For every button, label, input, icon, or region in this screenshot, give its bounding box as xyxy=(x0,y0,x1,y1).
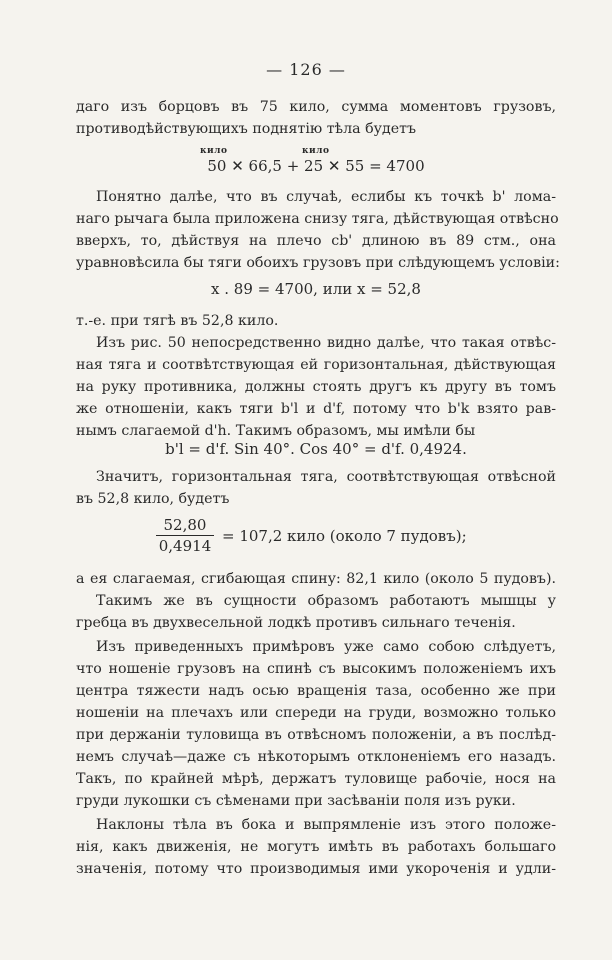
fraction-denominator: 0,4914 xyxy=(158,537,212,555)
formula-balance: x . 89 = 4700, или x = 52,8 xyxy=(211,280,421,298)
text-line: немъ случаѣ—даже съ нѣкоторымъ отклоненіемъ его назадъ. xyxy=(76,749,556,765)
kilo-label: кило xyxy=(200,146,228,156)
text-line: вверхъ, то, дѣйствуя на плечо cb' длиною въ 89 стм., она xyxy=(76,233,556,249)
text-line: Изъ приведенныхъ примѣровъ уже само собою слѣдуетъ, xyxy=(96,639,556,655)
text-line: гребца въ двухвесельной лодкѣ противъ сильнаго теченія. xyxy=(76,615,516,631)
text-line: Такъ, по крайней мѣрѣ, держатъ туловище рабочіе, нося на xyxy=(76,771,556,787)
text-line: центра тяжести надъ осью вращенія таза, особенно же при xyxy=(76,683,556,699)
text-line: нія, какъ движенія, не могутъ имѣть въ работахъ большаго xyxy=(76,839,556,855)
page-number: — 126 — xyxy=(266,60,346,79)
text-line: же отношеніи, какъ тяги b'l и d'f, потому что b'k взято рав- xyxy=(76,401,556,417)
text-line: уравновѣсила бы тяги обоихъ грузовъ при слѣдующемъ условіи: xyxy=(76,255,560,271)
text-line: въ 52,8 кило, будетъ xyxy=(76,491,230,507)
text-line: ная тяга и соотвѣтствующая ей горизонтальная, дѣйствующая xyxy=(76,357,556,373)
fraction-bar xyxy=(156,535,214,536)
text-line: Такимъ же въ сущности образомъ работаютъ мышцы у xyxy=(96,593,556,609)
text-line: груди лукошки съ сѣменами при засѣваніи поля изъ руки. xyxy=(76,793,516,809)
kilo-label: кило xyxy=(302,146,330,156)
fraction-numerator: 52,80 xyxy=(163,516,207,534)
text-line: Наклоны тѣла въ бока и выпрямленіе изъ этого положе- xyxy=(96,817,556,833)
text-line: даго изъ борцовъ въ 75 кило, сумма моментовъ грузовъ, xyxy=(76,99,556,115)
text-line: нымъ слагаемой d'h. Такимъ образомъ, мы имѣли бы xyxy=(76,423,476,439)
formula-moments: 50 ✕ 66,5 + 25 ✕ 55 = 4700 xyxy=(207,157,425,175)
formula-trig: b'l = d'f. Sin 40°. Cos 40° = d'f. 0,4924. xyxy=(165,440,467,458)
text-line: противодѣйствующихъ поднятію тѣла будетъ xyxy=(76,121,416,137)
fraction-result: = 107,2 кило (около 7 пудовъ); xyxy=(222,527,467,545)
fraction-formula xyxy=(156,516,467,555)
text-line: Значитъ, горизонтальная тяга, соотвѣтствующая отвѣсной xyxy=(96,469,556,485)
text-line: т.-е. при тягѣ въ 52,8 кило. xyxy=(76,313,279,329)
text-line: а ея слагаемая, сгибающая спину: 82,1 кило (около 5 пудовъ). xyxy=(76,571,556,587)
text-line: наго рычага была приложена снизу тяга, дѣйствующая отвѣсно xyxy=(76,211,559,227)
text-line: ношеніи на плечахъ или спереди на груди, возможно только xyxy=(76,705,556,721)
text-line: при держаніи туловища въ отвѣсномъ положеніи, а въ послѣд- xyxy=(76,727,556,743)
text-line: Понятно далѣе, что въ случаѣ, еслибы къ точкѣ b' лома- xyxy=(96,189,556,205)
text-line: на руку противника, должны стоять другъ къ другу въ томъ xyxy=(76,379,556,395)
text-line: значенія, потому что производимыя ими укороченія и удли- xyxy=(76,861,556,877)
text-line: Изъ рис. 50 непосредственно видно далѣе, что такая отвѣс- xyxy=(96,335,556,351)
text-line: что ношеніе грузовъ на спинѣ съ высокимъ положеніемъ ихъ xyxy=(76,661,556,677)
